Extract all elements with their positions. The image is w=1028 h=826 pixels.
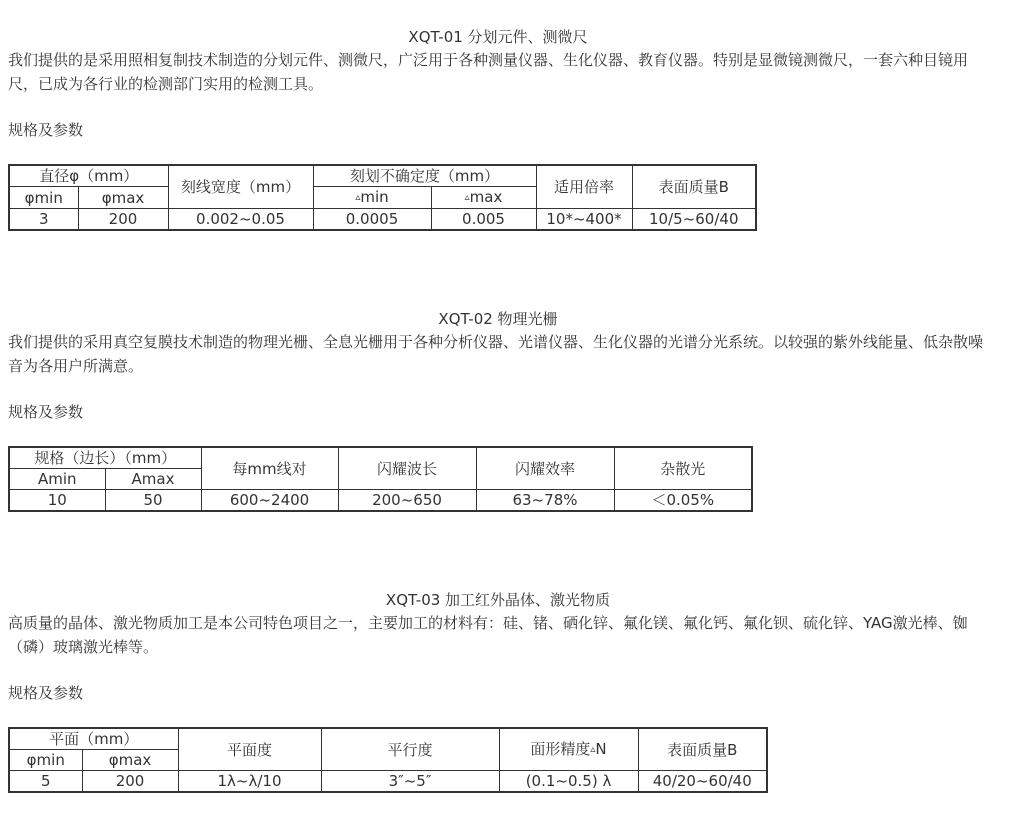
spec-table <box>8 446 753 512</box>
header-phi-max: φmax <box>82 750 178 771</box>
cell: 10 <box>9 490 105 512</box>
table-row <box>9 490 752 512</box>
table-row <box>9 209 756 231</box>
cell: 5 <box>9 771 82 793</box>
delta-icon: ▵ <box>355 192 361 203</box>
header-magnification: 适用倍率 <box>536 165 632 209</box>
section-xqt02 <box>8 308 988 509</box>
header-a-max: Amax <box>105 469 201 490</box>
spec-table <box>8 164 757 231</box>
cell: 0.0005 <box>313 209 431 231</box>
header-flatness: 平面度 <box>178 728 321 771</box>
header-delta-max: ▵max <box>431 187 536 209</box>
delta-icon: ▵ <box>590 744 596 755</box>
cell: ＜0.05% <box>614 490 752 512</box>
section-description: 高质量的晶体、激光物质加工是本公司特色项目之一，主要加工的材料有：硅、锗、硒化锌、氟化镁、氟化钙、氟化钡、硫化锌、YAG激光棒、铷（磷）玻璃激光棒等。 <box>8 614 968 656</box>
section-description: 我们提供的采用真空复膜技术制造的物理光栅、全息光栅用于各种分析仪器、光谱仪器、生化仪器的光谱分光系统。以较强的紫外线能量、低杂散噪音为各用户所满意。 <box>8 333 984 375</box>
section-description: 我们提供的是采用照相复制技术制造的分划元件、测微尺，广泛用于各种测量仪器、生化仪器、教育仪器。特别是显微镜测微尺，一套六种目镜用尺，已成为各行业的检测部门实用的检测工具。 <box>8 51 969 93</box>
cell: 1λ~λ/10 <box>178 771 321 793</box>
header-uncertainty: 刻划不确定度（mm） <box>313 165 536 187</box>
header-parallelism: 平行度 <box>321 728 499 771</box>
header-line-width: 刻线宽度（mm） <box>168 165 313 209</box>
delta-icon: ▵ <box>464 192 470 203</box>
spec-table <box>8 727 768 793</box>
cell: 40/20~60/40 <box>638 771 767 793</box>
cell: 200 <box>82 771 178 793</box>
section-xqt01 <box>8 26 988 228</box>
header-blaze-efficiency: 闪耀效率 <box>476 447 614 490</box>
spec-label: 规格及参数 <box>8 403 84 421</box>
header-surface-quality: 表面质量B <box>638 728 767 771</box>
spec-label: 规格及参数 <box>8 684 84 702</box>
header-phi-min: φmin <box>9 187 78 209</box>
header-plane: 平面（mm） <box>9 728 178 750</box>
header-blaze-wavelength: 闪耀波长 <box>338 447 476 490</box>
section-xqt03 <box>8 589 988 790</box>
cell: 3 <box>9 209 78 231</box>
cell: 600~2400 <box>201 490 338 512</box>
spec-label: 规格及参数 <box>8 121 84 139</box>
section-title: XQT-03 加工红外晶体、激光物质 <box>385 591 611 609</box>
cell: 200~650 <box>338 490 476 512</box>
header-phi-min: φmin <box>9 750 82 771</box>
cell: 0.005 <box>431 209 536 231</box>
header-delta-min: ▵min <box>313 187 431 209</box>
section-title: XQT-02 物理光栅 <box>438 310 558 328</box>
cell: 3″~5″ <box>321 771 499 793</box>
header-lines-per-mm: 每mm线对 <box>201 447 338 490</box>
header-phi-max: φmax <box>78 187 168 209</box>
header-a-min: Amin <box>9 469 105 490</box>
header-size: 规格（边长）（mm） <box>9 447 201 469</box>
cell: 0.002~0.05 <box>168 209 313 231</box>
table-row <box>9 771 767 793</box>
cell: 50 <box>105 490 201 512</box>
cell: 10/5~60/40 <box>632 209 756 231</box>
header-surface-accuracy: 面形精度▵N <box>499 728 638 771</box>
cell: (0.1~0.5) λ <box>499 771 638 793</box>
cell: 200 <box>78 209 168 231</box>
header-stray-light: 杂散光 <box>614 447 752 490</box>
cell: 63~78% <box>476 490 614 512</box>
section-title: XQT-01 分划元件、测微尺 <box>408 28 588 46</box>
header-surface-quality: 表面质量B <box>632 165 756 209</box>
cell: 10*~400* <box>536 209 632 231</box>
header-diameter: 直径φ（mm） <box>9 165 168 187</box>
